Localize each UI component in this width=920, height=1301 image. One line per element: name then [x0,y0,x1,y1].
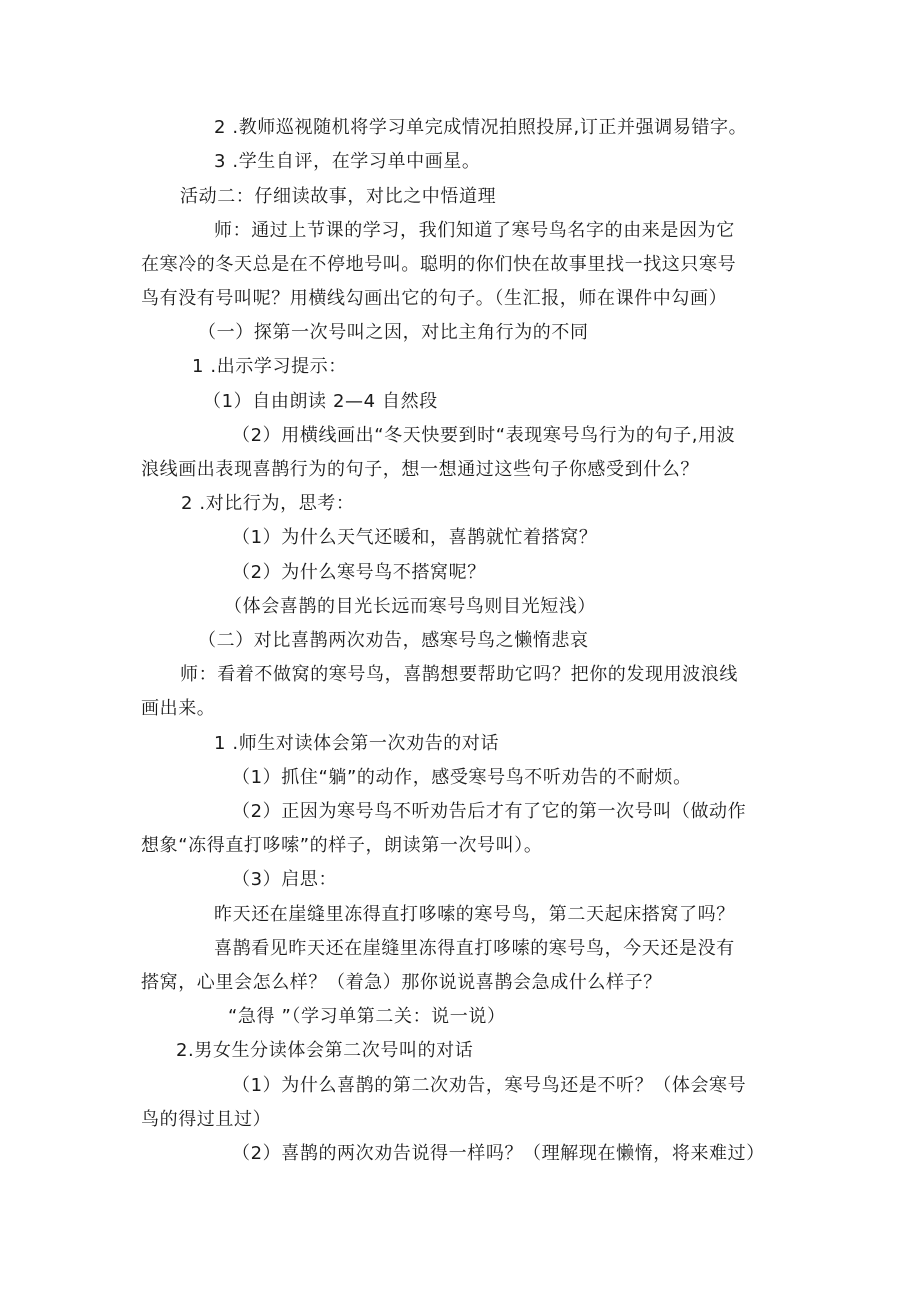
text-line: 昨天还在崖缝里冻得直打哆嗦的寒号鸟，第二天起床搭窝了吗？ [214,904,735,925]
text-line: 想象“冻得直打哆嗦”的样子，朗读第一次号叫）。 [141,835,543,856]
text-line: 2 .教师巡视随机将学习单完成情况拍照投屏,订正并强调易错字。 [214,117,748,138]
text-line: （1）自由朗读 2—4 自然段 [203,391,438,412]
text-line: 师：通过上节课的学习，我们知道了寒号鸟名字的由来是因为它 [214,220,735,241]
text-line: （1）抓住“躺”的动作，感受寒号鸟不听劝告的不耐烦。 [232,767,692,788]
text-line: 鸟有没有号叫呢？用横线勾画出它的句子。（生汇报，师在课件中勾画） [141,288,728,309]
text-line: 1 .师生对读体会第一次劝告的对话 [214,733,500,754]
text-line: 鸟的得过且过） [141,1109,272,1130]
text-line: （3）启思： [232,869,338,890]
text-line: （体会喜鹊的目光长远而寒号鸟则目光短浅） [224,596,596,617]
text-line: 浪线画出表现喜鹊行为的句子，想一想通过这些句子你感受到什么？ [141,459,699,480]
section-heading: 活动二：仔细读故事，对比之中悟道理 [180,186,497,207]
text-line: （2）用横线画出“冬天快要到时“表现寒号鸟行为的句子,用波 [232,425,736,446]
text-line: （1）为什么天气还暖和，喜鹊就忙着搭窝？ [232,527,598,548]
text-line: 画出来。 [141,698,216,719]
text-line: （2）正因为寒号鸟不听劝告后才有了它的第一次号叫（做动作 [232,801,747,822]
text-line: （2）为什么寒号鸟不搭窝呢？ [232,562,486,583]
text-line: 搭窝，心里会怎么样？（着急）那你说说喜鹊会急成什么样子？ [141,972,662,993]
text-line: 在寒冷的冬天总是在不停地号叫。聪明的你们快在故事里找一找这只寒号 [141,254,737,275]
text-line: 2 .对比行为，思考： [181,493,355,514]
text-line: 师：看着不做窝的寒号鸟，喜鹊想要帮助它吗？把你的发现用波浪线 [180,664,738,685]
text-line: （1）为什么喜鹊的第二次劝告，寒号鸟还是不听？（体会寒号 [232,1075,747,1096]
text-line: “急得 ”（学习单第二关：说一说） [228,1006,506,1027]
text-line: 3 .学生自评，在学习单中画星。 [214,151,481,172]
text-line: 2.男女生分读体会第二次号叫的对话 [176,1040,474,1061]
section-heading: （一）探第一次号叫之因，对比主角行为的不同 [198,322,589,343]
text-line: 喜鹊看见昨天还在崖缝里冻得直打哆嗦的寒号鸟，今天还是没有 [214,938,735,959]
text-line: （2）喜鹊的两次劝告说得一样吗？（理解现在懒惰，将来难过） [232,1143,765,1164]
text-line: 1 .出示学习提示： [192,356,347,377]
section-heading: （二）对比喜鹊两次劝告，感寒号鸟之懒惰悲哀 [198,630,589,651]
